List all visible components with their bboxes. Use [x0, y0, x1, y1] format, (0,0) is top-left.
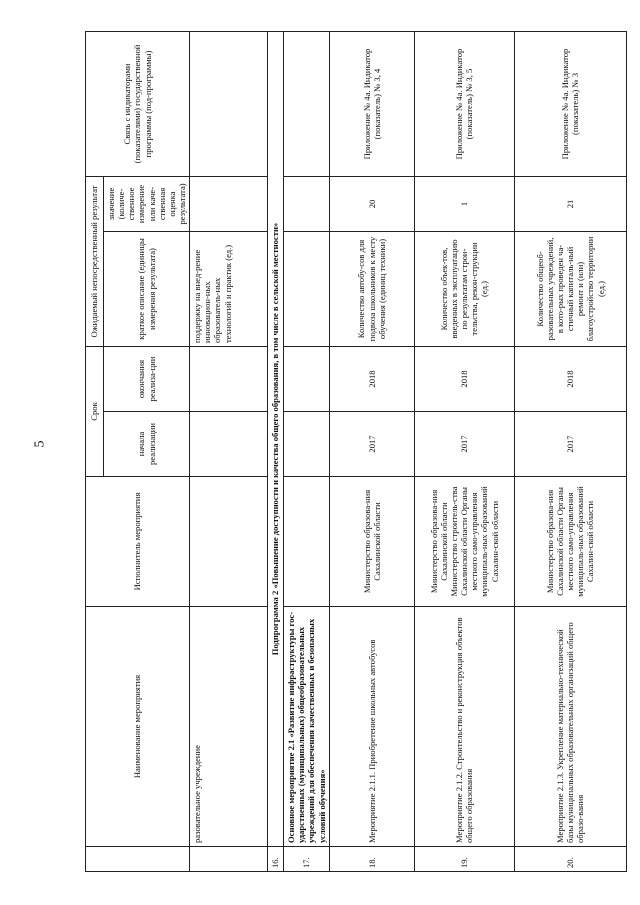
- start-year: [190, 412, 268, 477]
- header-executor: Исполнитель мероприятия: [86, 477, 190, 607]
- table-row: [329, 31, 414, 871]
- activity-name: Мероприятие 2.1.3. Укрепление материально-технической базы муниципальных образовательных организаций общего образо-вания: [514, 607, 626, 847]
- activity-name: Мероприятие 2.1.2. Строительство и реконструкция объектов общего образования: [414, 607, 514, 847]
- indicator-link: Приложение № 4а. Индикатор (показатель) № 3: [514, 31, 626, 176]
- header-short-desc: краткое описание (единицы измерения результата): [104, 231, 190, 346]
- table-row: [268, 31, 284, 871]
- executor: [190, 477, 268, 607]
- row-number: 20.: [514, 847, 626, 872]
- rotated-document-table: [85, 32, 638, 872]
- page-number: 5: [32, 440, 48, 448]
- activities-table: [85, 31, 627, 872]
- result-description: Количество автобу-сов для подвоза школьников к месту обучения (единиц техники): [329, 231, 414, 346]
- header-end: окончания реализа-ции: [104, 346, 190, 411]
- header-name: Наименование мероприятия: [86, 607, 190, 847]
- header-value: значение (количе-ственное измерение или каче-ственная оценка результата): [104, 176, 190, 231]
- header-link: Связь с индикаторами (показателями) государственной программы (под-программы): [86, 31, 190, 176]
- table-row: [190, 31, 268, 871]
- header-term: Срок: [86, 346, 104, 476]
- row-number: 18.: [329, 847, 414, 872]
- executor: Министерство образова-ния Сахалинской области Органы местного само-управления муниципаль-ных образований Сахалин-ской области: [514, 477, 626, 607]
- main-activity-heading: Основное мероприятие 2.1 «Развитие инфраструктуры гос-ударственных (муниципальных) общеобразовательных учреждений для обеспечения качественных и безопасных условий обучения»: [284, 607, 330, 847]
- header-row: [86, 31, 104, 871]
- end-year: [190, 346, 268, 411]
- indicator-link: Приложение № 4а. Индикатор (показатель) № 3, 5: [414, 31, 514, 176]
- executor: Министерство образова-ния Сахалинской области Министерство строитель-ства Сахалинской области Органы местного само-управления муниципаль-ных образований Сахалин-ской области: [414, 477, 514, 607]
- row-number: [190, 847, 268, 872]
- start-year: 2017: [329, 412, 414, 477]
- result-value: 21: [514, 176, 626, 231]
- subprogram-heading: Подпрограмма 2 «Повышение доступности и качества общего образования, в том числе в сельской местности»: [268, 31, 284, 846]
- table-row: [414, 31, 514, 871]
- header-expected: Ожидаемый непосредственный результат: [86, 176, 104, 346]
- indicator-link: Приложение № 4а. Индикатор (показатель) № 3, 4: [329, 31, 414, 176]
- row-number: 19.: [414, 847, 514, 872]
- result-value: 1: [414, 176, 514, 231]
- result-description: Количество общеоб-разовательных учреждений, в кото-рых проведен ча-стичный капиталь-ный ремонт и (или) благоустройство территории (ед.): [514, 231, 626, 346]
- table-row: [514, 31, 626, 871]
- end-year: 2018: [514, 346, 626, 411]
- end-year: 2018: [329, 346, 414, 411]
- header-start: начала реализации: [104, 412, 190, 477]
- result-value: 20: [329, 176, 414, 231]
- end-year: 2018: [414, 346, 514, 411]
- result-description: поддержку на внед-рение инновацион-ных образователь-ных технологий и практик (ед.): [190, 231, 268, 346]
- row-number: 16.: [268, 847, 284, 872]
- start-year: 2017: [514, 412, 626, 477]
- activity-name: Мероприятие 2.1.1. Приобретение школьных автобусов: [329, 607, 414, 847]
- activity-name: разовательное учреждение: [190, 607, 268, 847]
- result-value: [190, 176, 268, 231]
- start-year: 2017: [414, 412, 514, 477]
- header-no: [86, 847, 190, 872]
- indicator-link: [190, 31, 268, 176]
- row-number: 17.: [284, 847, 330, 872]
- executor: Министерство образова-ния Сахалинской области: [329, 477, 414, 607]
- result-description: Количество объек-тов, введенных в эксплуатацию по результатам строи-тельства, рекон-струкции (ед.): [414, 231, 514, 346]
- table-row: [284, 31, 330, 871]
